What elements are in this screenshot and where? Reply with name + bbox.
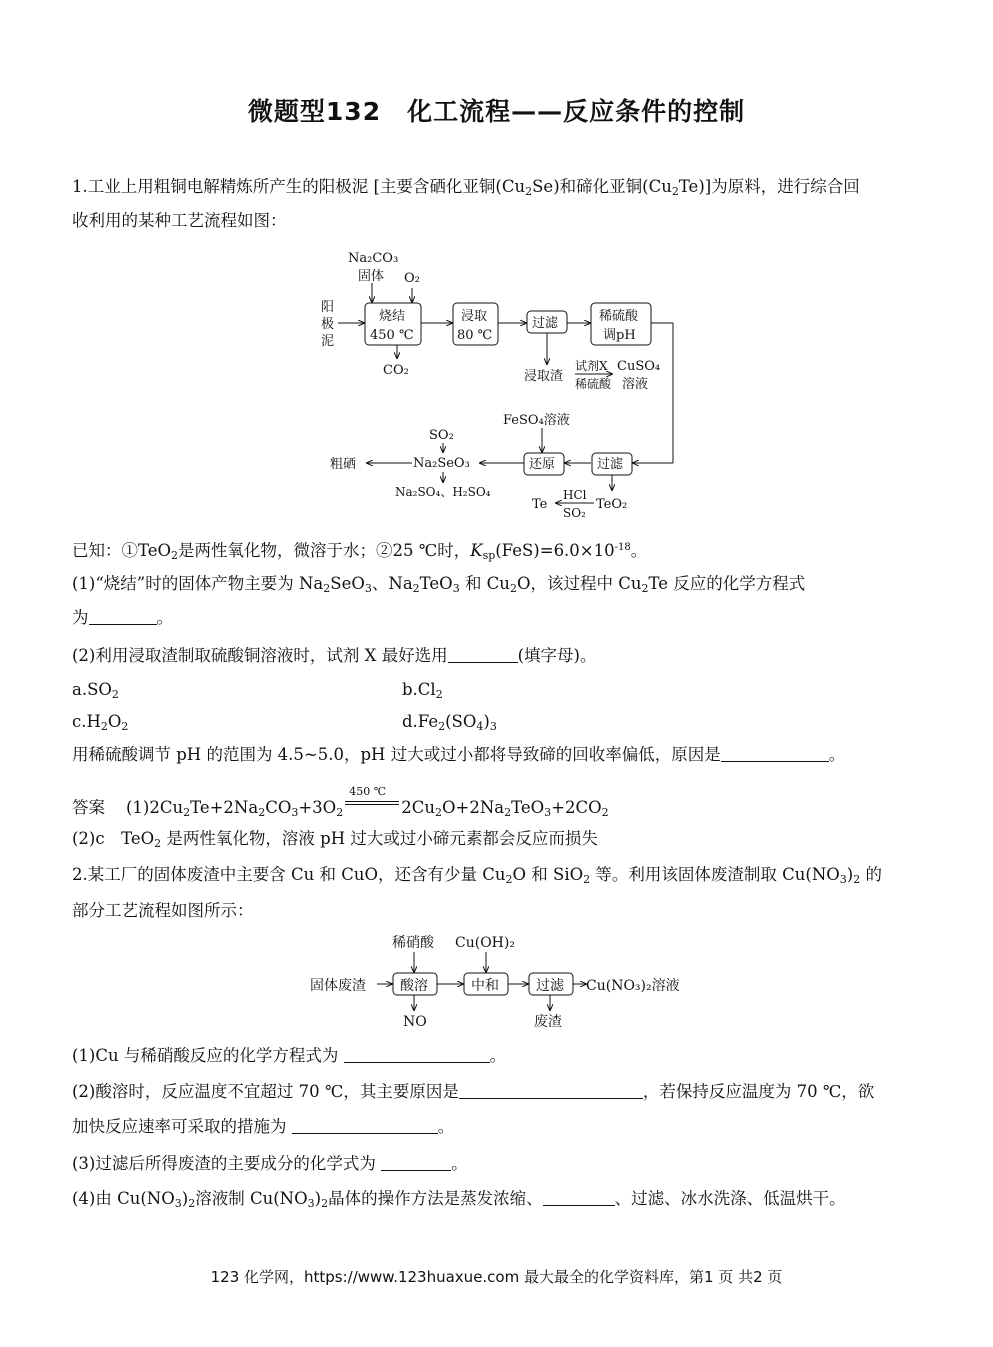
d1-filter-2: 过滤 [597, 457, 624, 472]
d1-feso4: FeSO₄溶液 [503, 413, 570, 428]
q2-intro-2: 部分工艺流程如图所示： [72, 901, 254, 920]
q1-part1-2: 为 。 [72, 608, 173, 627]
d1-crude-se: 粗硒 [330, 457, 357, 472]
d2-waste: 固体废渣 [310, 978, 366, 994]
d2-residue: 废渣 [534, 1014, 562, 1030]
d1-leach-label: 浸取 [461, 309, 488, 324]
q1-option-d: $d.Fe_2(SO_4)_3$ [402, 712, 497, 733]
d1-ph: 调pH [603, 328, 636, 343]
d1-co2: CO₂ [383, 363, 409, 378]
d1-sinter-label: 烧结 [379, 309, 406, 324]
d2-neutralize: 中和 [471, 978, 499, 994]
d1-hcl: HCl [563, 488, 587, 502]
d1-residue: 浸取渣 [524, 369, 564, 384]
q2-part2-2: 加快反应速率可采取的措施为 。 [72, 1117, 455, 1136]
d1-sinter-temp: 450 ℃ [370, 328, 414, 343]
d1-so2-b: SO₂ [563, 506, 586, 520]
q1-answer-2: (2)c TeO$_2$ 是两性氧化物，溶液 pH 过大或过小碲元素都会反应而损失 [72, 829, 598, 850]
reaction-condition-arrow: 450 ℃ [343, 793, 401, 815]
d1-na2co3: Na₂CO₃ [348, 251, 399, 266]
d1-reagent-acid: 稀硫酸 [575, 377, 612, 391]
q2-blank-5[interactable] [543, 1191, 615, 1206]
d1-acid: 稀硫酸 [599, 309, 639, 324]
d2-hno3: 稀硝酸 [392, 935, 434, 951]
d1-teo2: TeO₂ [596, 497, 628, 512]
d1-salts: Na₂SO₄、H₂SO₄ [395, 485, 491, 499]
d1-filter: 过滤 [532, 316, 559, 331]
d2-no: NO [403, 1014, 427, 1030]
d2-dissolve: 酸溶 [400, 978, 428, 994]
page-footer: 123 化学网，https://www.123huaxue.com 最大最全的化学资料库，第1 页 共2 页 [210, 1268, 783, 1286]
d1-o2: O₂ [404, 271, 420, 286]
q2-part1: (1)Cu 与稀硝酸反应的化学方程式为 。 [72, 1046, 507, 1065]
q2-part2: (2)酸溶时，反应温度不宜超过 70 ℃，其主要原因是 ，若保持反应温度为 70 ℃，欲 [72, 1082, 875, 1101]
q1-option-b: $b.Cl_2$ [402, 680, 443, 701]
d2-cuoh2: Cu(OH)₂ [455, 935, 515, 951]
q1-option-c: $c.H_2O_2$ [72, 712, 129, 733]
d1-ji: 极 [321, 317, 335, 332]
d1-so2: SO₂ [429, 428, 454, 443]
q1-option-a: $a.SO_2$ [72, 680, 119, 701]
d1-solid: 固体 [358, 269, 385, 284]
q1-known: 已知：①TeO$_2$是两性氧化物，微溶于水；②25 ℃时，$K_{sp}(FeS)=6.0\times 10^{-18}$。 [72, 541, 648, 562]
d1-yang: 阳 [321, 300, 335, 315]
q1-intro: 1.工业上用粗铜电解精炼所产生的阳极泥 [主要含硒化亚铜$(Cu_2Se)$和碲化亚铜$(Cu_2Te)$]为原料，进行综合回 [72, 177, 860, 198]
d2-product: Cu(NO₃)₂溶液 [586, 978, 680, 994]
d2-filter: 过滤 [536, 978, 564, 994]
d1-reagent-x: 试剂X [575, 359, 608, 373]
q2-part4: (4)由 $Cu(NO_3)_2$溶液制 $Cu(NO_3)_2$晶体的操作方法是蒸发浓缩、 、过滤、冰水洗涤、低温烘干。 [72, 1189, 846, 1210]
q2-part3: (3)过滤后所得废渣的主要成分的化学式为 。 [72, 1154, 468, 1173]
d1-na2seo3: Na₂SeO₃ [413, 456, 470, 471]
q2-blank-3[interactable] [292, 1119, 438, 1134]
q1-part1: (1)“烧结”时的固体产物主要为 $Na_2SeO_3$、$Na_2TeO_3$ 和 $Cu_2O$，该过程中 $Cu_2Te$ 反应的化学方程式 [72, 574, 806, 595]
d1-te: Te [532, 497, 548, 512]
d1-reduce: 还原 [529, 457, 556, 472]
q2-intro: 2.某工厂的固体废渣中主要含 Cu 和 CuO，还含有少量 $Cu_2O$ 和 SiO$_2$ 等。利用该固体废渣制取 $Cu(NO_3)_2$ 的 [72, 865, 882, 886]
d1-leach-temp: 80 ℃ [457, 328, 493, 343]
q2-blank-2[interactable] [459, 1084, 643, 1099]
q1-part2: (2)利用浸取渣制取硫酸铜溶液时，试剂 X 最好选用 (填字母)。 [72, 646, 597, 665]
page-title: 微题型132 化工流程——反应条件的控制 [247, 97, 746, 126]
d1-cuso4: CuSO₄ [617, 359, 661, 374]
q2-blank-1[interactable] [344, 1048, 490, 1063]
d1-ni: 泥 [321, 334, 335, 349]
q1-answer-1: 答案 $(1)2Cu_2Te+2Na_2CO_3+3O_2$ 450 ℃ $2Cu_2O+2Na_2TeO_3+2CO_2$ [72, 785, 609, 819]
q1-intro-2: 收利用的某种工艺流程如图： [72, 211, 287, 230]
q1-ph-question: 用稀硫酸调节 pH 的范围为 4.5~5.0，pH 过大或过小都将导致碲的回收率偏低，原因是 。 [72, 745, 846, 764]
q2-blank-4[interactable] [381, 1156, 451, 1171]
d1-cuso4-solution: 溶液 [622, 377, 649, 392]
